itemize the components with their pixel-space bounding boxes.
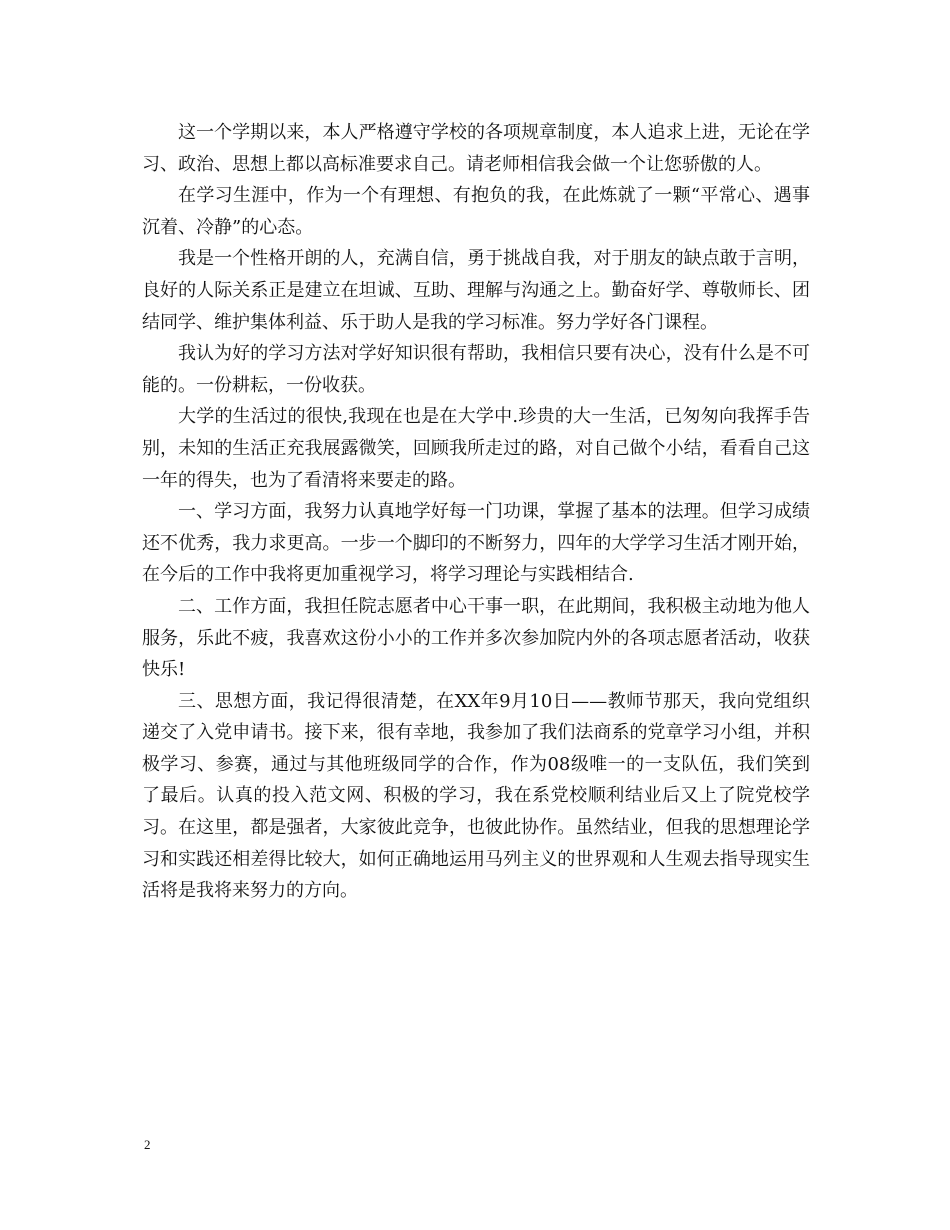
paragraph-6: 一、学习方面，我努力认真地学好每一门功课，掌握了基本的法理。但学习成绩还不优秀，我力求更高。一步一个脚印的不断努力，四年的大学学习生活才刚开始，在今后的工作中我将更加重视学习，将学习理论与实践相结合. bbox=[142, 501, 810, 586]
paragraph-3: 我是一个性格开朗的人，充满自信，勇于挑战自我，对于朋友的缺点敢于言明，良好的人际关系正是建立在坦诚、互助、理解与沟通之上。勤奋好学、尊敬师长、团结同学、维护集体利益、乐于助人是我的学习标准。努力学好各门课程。 bbox=[142, 248, 810, 333]
paragraph-2: 在学习生涯中，作为一个有理想、有抱负的我，在此炼就了一颗“平常心、遇事沉着、冷静”的心态。 bbox=[142, 185, 810, 238]
document-body bbox=[142, 117, 810, 907]
paragraph-1: 这一个学期以来，本人严格遵守学校的各项规章制度，本人追求上进，无论在学习、政治、思想上都以高标准要求自己。请老师相信我会做一个让您骄傲的人。 bbox=[142, 122, 810, 175]
paragraph-8: 三、思想方面，我记得很清楚，在XX年9月10日——教师节那天，我向党组织递交了入党申请书。接下来，很有幸地，我参加了我们法商系的党章学习小组，并积极学习、参赛，通过与其他班级同学的合作，作为08级唯一的一支队伍，我们笑到了最后。认真的投入范文网、积极的学习，我在系党校顺利结业后又上了院党校学习。在这里，都是强者，大家彼此竞争，也彼此协作。虽然结业，但我的思想理论学习和实践还相差得比较大，如何正确地运用马列主义的世界观和人生观去指导现实生活将是我将来努力的方向。 bbox=[142, 690, 810, 902]
paragraph-7: 二、工作方面，我担任院志愿者中心干事一职，在此期间，我积极主动地为他人服务，乐此不疲，我喜欢这份小小的工作并多次参加院内外的各项志愿者活动，收获快乐! bbox=[142, 595, 810, 681]
paragraph-4: 我认为好的学习方法对学好知识很有帮助，我相信只要有决心，没有什么是不可能的。一份耕耘，一份收获。 bbox=[142, 343, 810, 396]
paragraph-5: 大学的生活过的很快,我现在也是在大学中.珍贵的大一生活，已匆匆向我挥手告别，未知的生活正充我展露微笑，回顾我所走过的路，对自己做个小结，看看自己这一年的得失，也为了看清将来要走的路。 bbox=[142, 406, 810, 491]
page-number: 2 bbox=[144, 1137, 151, 1152]
